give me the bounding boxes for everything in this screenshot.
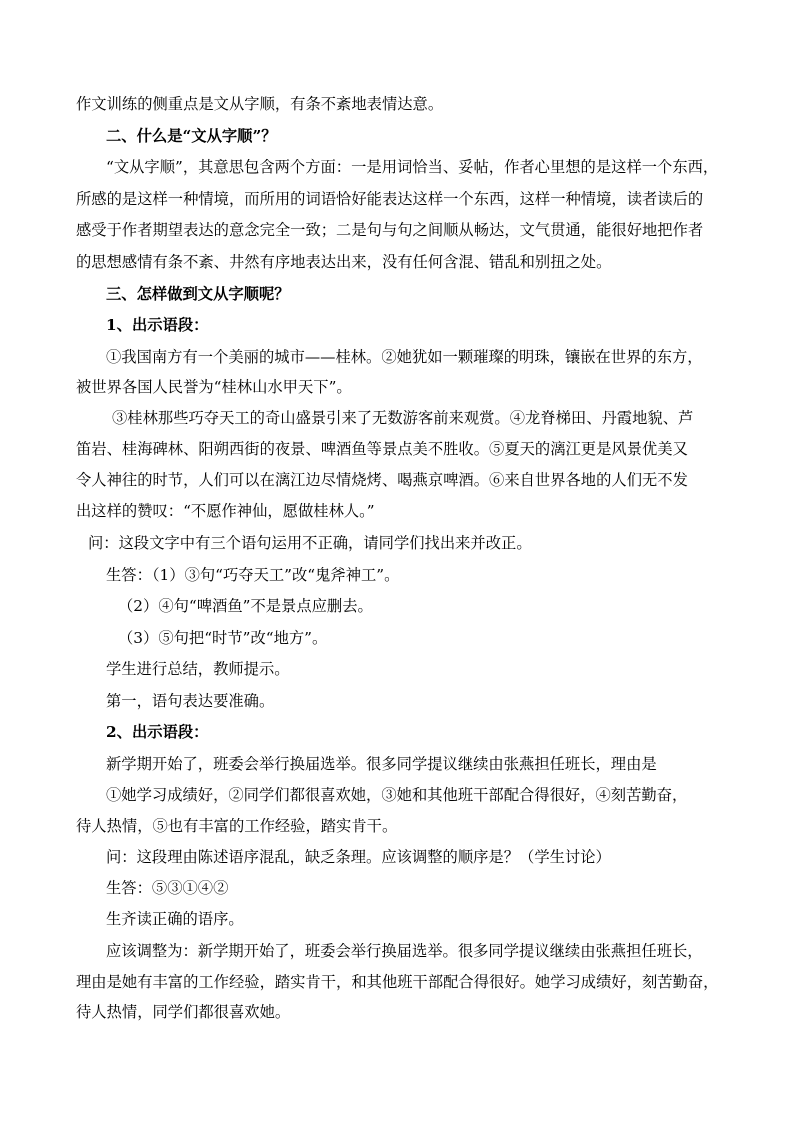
answer-line: 生答：（1）③句“巧夺天工”改“鬼斧神工”。 xyxy=(106,566,400,584)
text-line: 的思想感情有条不紊、井然有序地表达出来，没有任何含混、错乱和别扭之处。 xyxy=(76,253,612,271)
text-line: ③桂林那些巧夺天工的奇山盛景引来了无数游客前来观赏。④龙脊梯田、丹霞地貌、芦 xyxy=(112,409,694,427)
text-line: 待人热情，⑤也有丰富的工作经验，踏实肯干。 xyxy=(76,817,398,835)
text-line: 令人神往的时节，人们可以在漓江边尽情烧烤、喝燕京啤酒。⑥来自世界各地的人们无不发 xyxy=(76,471,688,489)
answer-line: （3）⑤句把“时节”改“地方”。 xyxy=(118,629,328,647)
text-line: 新学期开始了，班委会举行换届选举。很多同学提议继续由张燕担任班长，理由是 xyxy=(106,755,657,773)
answer-line: 生答：⑤③①④② xyxy=(106,879,229,897)
text-line: 作文训练的侧重点是文从字顺，有条不紊地表情达意。 xyxy=(76,95,444,113)
text-line: ①我国南方有一个美丽的城市——桂林。②她犹如一颗璀璨的明珠，镶嵌在世界的东方， xyxy=(106,348,703,366)
text-line: 第一，语句表达要准确。 xyxy=(106,692,275,710)
subsection-heading: 1、出示语段： xyxy=(106,316,209,334)
text-line: 学生进行总结，教师提示。 xyxy=(106,660,290,678)
text-line: 被世界各国人民誉为“桂林山水甲天下”。 xyxy=(76,378,352,396)
text-line: 笛岩、桂海碑林、阳朔西街的夜景、啤酒鱼等景点美不胜收。⑤夏天的漓江更是风景优美又 xyxy=(76,440,688,458)
text-line: 生齐读正确的语序。 xyxy=(106,910,244,928)
text-line: ①她学习成绩好，②同学们都很喜欢她，③她和其他班干部配合得很好，④刻苦勤奋， xyxy=(106,786,688,804)
question-line: 问：这段理由陈述语序混乱，缺乏条理。应该调整的顺序是？（学生讨论） xyxy=(106,848,611,866)
question-line: 问：这段文字中有三个语句运用不正确，请同学们找出来并改正。 xyxy=(88,534,532,552)
text-line: 出这样的赞叹：“不愿作神仙，愿做桂林人。” xyxy=(76,502,375,520)
text-line: 所感的是这样一种情境，而所用的词语恰好能表达这样一个东西，这样一种情境，读者读后的 xyxy=(76,190,704,208)
text-line: 应该调整为：新学期开始了，班委会举行换届选举。很多同学提议继续由张燕担任班长， xyxy=(106,942,703,960)
text-line: 待人热情，同学们都很喜欢她。 xyxy=(76,1003,291,1021)
text-line: “文从字顺”，其意思包含两个方面：一是用词恰当、妥帖，作者心里想的是这样一个东西， xyxy=(106,158,719,176)
subsection-heading: 2、出示语段： xyxy=(106,723,209,741)
answer-line: （2）④句“啤酒鱼”不是景点应删去。 xyxy=(118,597,373,615)
section-heading: 二、什么是“文从字顺”？ xyxy=(106,127,277,145)
section-heading: 三、怎样做到文从字顺呢？ xyxy=(106,285,290,303)
text-line: 理由是她有丰富的工作经验，踏实肯干，和其他班干部配合得很好。她学习成绩好，刻苦勤奋， xyxy=(76,973,719,991)
text-line: 感受于作者期望表达的意念完全一致；二是句与句之间顺从畅达，文气贯通，能很好地把作者 xyxy=(76,221,704,239)
